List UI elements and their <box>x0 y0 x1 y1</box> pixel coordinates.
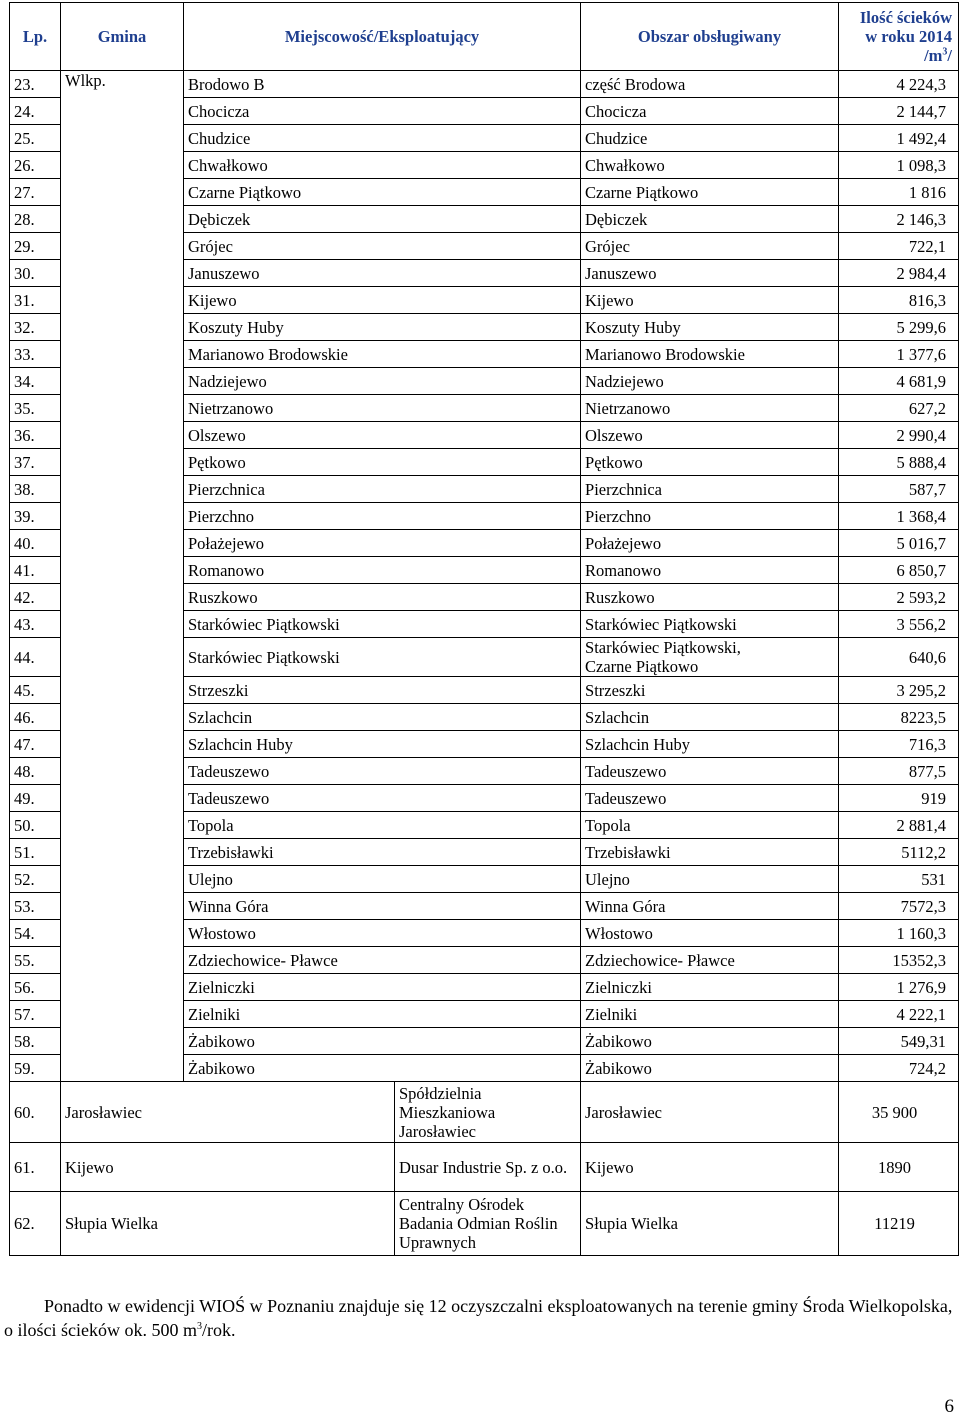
cell-miejscowosc: Topola <box>184 812 581 839</box>
cell-obszar: Chudzice <box>581 125 839 152</box>
cell-miejscowosc: Starkówiec Piątkowski <box>184 638 581 677</box>
cell-lp: 59. <box>10 1055 61 1082</box>
cell-miejscowosc: Winna Góra <box>184 893 581 920</box>
cell-lp: 31. <box>10 287 61 314</box>
cell-lp: 43. <box>10 611 61 638</box>
cell-miejscowosc: Romanowo <box>184 557 581 584</box>
cell-ilosc: 549,31 <box>839 1028 959 1055</box>
cell-obszar: Kijewo <box>581 1143 839 1192</box>
cell-lp: 34. <box>10 368 61 395</box>
cell-miejscowosc: Połażejewo <box>184 530 581 557</box>
cell-ilosc: 877,5 <box>839 758 959 785</box>
cell-lp: 23. <box>10 71 61 98</box>
cell-ilosc: 5 299,6 <box>839 314 959 341</box>
cell-obszar: Topola <box>581 812 839 839</box>
cell-miejscowosc: Chwałkowo <box>184 152 581 179</box>
cell-miejscowosc: Marianowo Brodowskie <box>184 341 581 368</box>
cell-obszar: Zdziechowice- Pławce <box>581 947 839 974</box>
cell-obszar: Dębiczek <box>581 206 839 233</box>
cell-obszar: Olszewo <box>581 422 839 449</box>
cell-ilosc: 816,3 <box>839 287 959 314</box>
table-body <box>10 71 959 1256</box>
cell-lp: 54. <box>10 920 61 947</box>
cell-ilosc: 4 224,3 <box>839 71 959 98</box>
cell-ilosc: 1 276,9 <box>839 974 959 1001</box>
cell-lp: 37. <box>10 449 61 476</box>
cell-obszar: Starkówiec Piątkowski <box>581 611 839 638</box>
cell-ilosc: 2 146,3 <box>839 206 959 233</box>
table-header-row <box>10 3 959 71</box>
cell-lp: 48. <box>10 758 61 785</box>
cell-ilosc: 7572,3 <box>839 893 959 920</box>
cell-obszar: Chwałkowo <box>581 152 839 179</box>
page-number: 6 <box>944 1396 954 1417</box>
cell-ilosc: 2 144,7 <box>839 98 959 125</box>
cell-miejscowosc: Brodowo B <box>184 71 581 98</box>
cell-lp: 24. <box>10 98 61 125</box>
cell-obszar: Januszewo <box>581 260 839 287</box>
cell-obszar: Słupia Wielka <box>581 1192 839 1256</box>
cell-miejscowosc: Grójec <box>184 233 581 260</box>
cell-lp: 25. <box>10 125 61 152</box>
cell-miejscowosc: Żabikowo <box>184 1055 581 1082</box>
cell-miejscowosc: Nietrzanowo <box>184 395 581 422</box>
cell-miejscowosc: Nadziejewo <box>184 368 581 395</box>
cell-obszar: Pierzchno <box>581 503 839 530</box>
cell-lp: 62. <box>10 1192 61 1256</box>
cell-ilosc: 5 016,7 <box>839 530 959 557</box>
cell-obszar: Chocicza <box>581 98 839 125</box>
cell-obszar: Marianowo Brodowskie <box>581 341 839 368</box>
cell-miejscowosc: Koszuty Huby <box>184 314 581 341</box>
cell-miejscowosc: Pętkowo <box>184 449 581 476</box>
cell-ilosc: 5 888,4 <box>839 449 959 476</box>
cell-eksploatujacy: Dusar Industrie Sp. z o.o. <box>395 1143 581 1192</box>
cell-ilosc: 640,6 <box>839 638 959 677</box>
cell-ilosc: 627,2 <box>839 395 959 422</box>
cell-lp: 42. <box>10 584 61 611</box>
cell-lp: 33. <box>10 341 61 368</box>
cell-ilosc: 724,2 <box>839 1055 959 1082</box>
cell-obszar: Pierzchnica <box>581 476 839 503</box>
cell-lp: 52. <box>10 866 61 893</box>
cell-ilosc: 35 900 <box>839 1082 959 1143</box>
cell-lp: 47. <box>10 731 61 758</box>
cell-lp: 35. <box>10 395 61 422</box>
wastewater-table <box>9 2 959 1256</box>
cell-ilosc: 3 556,2 <box>839 611 959 638</box>
cell-obszar: Ruszkowo <box>581 584 839 611</box>
cell-miejscowosc: Chudzice <box>184 125 581 152</box>
cell-eksploatujacy: Spółdzielnia Mieszkaniowa Jarosławiec <box>395 1082 581 1143</box>
cell-lp: 45. <box>10 677 61 704</box>
cell-obszar: Koszuty Huby <box>581 314 839 341</box>
cell-obszar: Połażejewo <box>581 530 839 557</box>
cell-ilosc: 722,1 <box>839 233 959 260</box>
cell-miejscowosc: Trzebisławki <box>184 839 581 866</box>
cell-obszar: Trzebisławki <box>581 839 839 866</box>
cell-lp: 50. <box>10 812 61 839</box>
cell-obszar: Zielniki <box>581 1001 839 1028</box>
cell-lp: 39. <box>10 503 61 530</box>
cell-obszar: Zielniczki <box>581 974 839 1001</box>
cell-miejscowosc: Ruszkowo <box>184 584 581 611</box>
header-ilosc: Ilość ścieków w roku 2014 $/m^3/$ <box>839 3 959 71</box>
cell-lp: 36. <box>10 422 61 449</box>
cell-lp: 40. <box>10 530 61 557</box>
cell-lp: 61. <box>10 1143 61 1192</box>
cell-lp: 58. <box>10 1028 61 1055</box>
cell-obszar: Romanowo <box>581 557 839 584</box>
cell-miejscowosc: Pierzchno <box>184 503 581 530</box>
cell-obszar: Nietrzanowo <box>581 395 839 422</box>
cell-lp: 32. <box>10 314 61 341</box>
cell-miejscowosc: Włostowo <box>184 920 581 947</box>
cell-miejscowosc: Zdziechowice- Pławce <box>184 947 581 974</box>
cell-miejscowosc: Chocicza <box>184 98 581 125</box>
cell-lp: 26. <box>10 152 61 179</box>
cell-obszar: Żabikowo <box>581 1055 839 1082</box>
cell-obszar: Czarne Piątkowo <box>581 179 839 206</box>
cell-ilosc: 6 850,7 <box>839 557 959 584</box>
cell-obszar: Szlachcin <box>581 704 839 731</box>
cell-miejscowosc: Tadeuszewo <box>184 758 581 785</box>
cell-eksploatujacy: Centralny Ośrodek Badania Odmian Roślin Uprawnych <box>395 1192 581 1256</box>
cell-lp: 29. <box>10 233 61 260</box>
cell-obszar: Ulejno <box>581 866 839 893</box>
cell-ilosc: 2 990,4 <box>839 422 959 449</box>
cell-obszar: Winna Góra <box>581 893 839 920</box>
cell-miejscowosc: Dębiczek <box>184 206 581 233</box>
cell-lp: 57. <box>10 1001 61 1028</box>
cell-lp: 28. <box>10 206 61 233</box>
cell-ilosc: 2 984,4 <box>839 260 959 287</box>
cell-miejscowosc: Kijewo <box>61 1143 395 1192</box>
cell-miejscowosc: Ulejno <box>184 866 581 893</box>
cell-lp: 27. <box>10 179 61 206</box>
cell-ilosc: 4 681,9 <box>839 368 959 395</box>
table-row-operator <box>10 1082 959 1143</box>
footnote-paragraph: Ponadto w ewidencji WIOŚ w Poznaniu znajduje się 12 oczyszczalni eksploatowanych na terenie gminy Środa Wielkopolska, o ilości ścieków ok. 500 $m^3$/rok. <box>4 1296 953 1340</box>
cell-lp: 53. <box>10 893 61 920</box>
cell-ilosc: 8223,5 <box>839 704 959 731</box>
cell-ilosc: 919 <box>839 785 959 812</box>
cell-obszar: część Brodowa <box>581 71 839 98</box>
cell-obszar: Nadziejewo <box>581 368 839 395</box>
cell-ilosc: 531 <box>839 866 959 893</box>
cell-miejscowosc: Żabikowo <box>184 1028 581 1055</box>
cell-ilosc: 1 377,6 <box>839 341 959 368</box>
cell-miejscowosc: Zielniczki <box>184 974 581 1001</box>
cell-obszar: Szlachcin Huby <box>581 731 839 758</box>
cell-miejscowosc: Jarosławiec <box>61 1082 395 1143</box>
cell-ilosc: 587,7 <box>839 476 959 503</box>
header-lp: Lp. <box>10 3 61 71</box>
cell-ilosc: 1 492,4 <box>839 125 959 152</box>
cell-lp: 44. <box>10 638 61 677</box>
cell-ilosc: 2 881,4 <box>839 812 959 839</box>
cell-ilosc: 4 222,1 <box>839 1001 959 1028</box>
cell-lp: 30. <box>10 260 61 287</box>
cell-lp: 56. <box>10 974 61 1001</box>
cell-ilosc: 5112,2 <box>839 839 959 866</box>
header-obszar: Obszar obsługiwany <box>581 3 839 71</box>
cell-obszar: Tadeuszewo <box>581 785 839 812</box>
table-row-operator <box>10 1143 959 1192</box>
cell-miejscowosc: Starkówiec Piątkowski <box>184 611 581 638</box>
cell-miejscowosc: Tadeuszewo <box>184 785 581 812</box>
header-miejscowosc: Miejscowość/Eksploatujący <box>184 3 581 71</box>
cell-ilosc: 1 368,4 <box>839 503 959 530</box>
cell-obszar: Kijewo <box>581 287 839 314</box>
cell-obszar: Grójec <box>581 233 839 260</box>
cell-obszar: Starkówiec Piątkowski, Czarne Piątkowo <box>581 638 839 677</box>
table-row <box>10 71 959 98</box>
cell-gmina: Wlkp. <box>61 71 184 1082</box>
cell-ilosc: 15352,3 <box>839 947 959 974</box>
cell-obszar: Strzeszki <box>581 677 839 704</box>
cell-obszar: Jarosławiec <box>581 1082 839 1143</box>
cell-ilosc: 1 160,3 <box>839 920 959 947</box>
table-row-operator <box>10 1192 959 1256</box>
cell-lp: 49. <box>10 785 61 812</box>
cell-lp: 60. <box>10 1082 61 1143</box>
cell-miejscowosc: Szlachcin <box>184 704 581 731</box>
cell-lp: 38. <box>10 476 61 503</box>
cell-obszar: Żabikowo <box>581 1028 839 1055</box>
header-gmina: Gmina <box>61 3 184 71</box>
cell-miejscowosc: Pierzchnica <box>184 476 581 503</box>
cell-lp: 41. <box>10 557 61 584</box>
cell-obszar: Włostowo <box>581 920 839 947</box>
cell-ilosc: 11219 <box>839 1192 959 1256</box>
cell-obszar: Tadeuszewo <box>581 758 839 785</box>
cell-ilosc: 3 295,2 <box>839 677 959 704</box>
cell-ilosc: 2 593,2 <box>839 584 959 611</box>
cell-miejscowosc: Januszewo <box>184 260 581 287</box>
cell-obszar: Pętkowo <box>581 449 839 476</box>
cell-ilosc: 1 816 <box>839 179 959 206</box>
cell-lp: 46. <box>10 704 61 731</box>
cell-ilosc: 1890 <box>839 1143 959 1192</box>
cell-lp: 55. <box>10 947 61 974</box>
cell-miejscowosc: Słupia Wielka <box>61 1192 395 1256</box>
cell-miejscowosc: Czarne Piątkowo <box>184 179 581 206</box>
cell-miejscowosc: Strzeszki <box>184 677 581 704</box>
cell-miejscowosc: Olszewo <box>184 422 581 449</box>
cell-lp: 51. <box>10 839 61 866</box>
cell-ilosc: 1 098,3 <box>839 152 959 179</box>
cell-miejscowosc: Kijewo <box>184 287 581 314</box>
cell-miejscowosc: Szlachcin Huby <box>184 731 581 758</box>
cell-miejscowosc: Zielniki <box>184 1001 581 1028</box>
cell-ilosc: 716,3 <box>839 731 959 758</box>
